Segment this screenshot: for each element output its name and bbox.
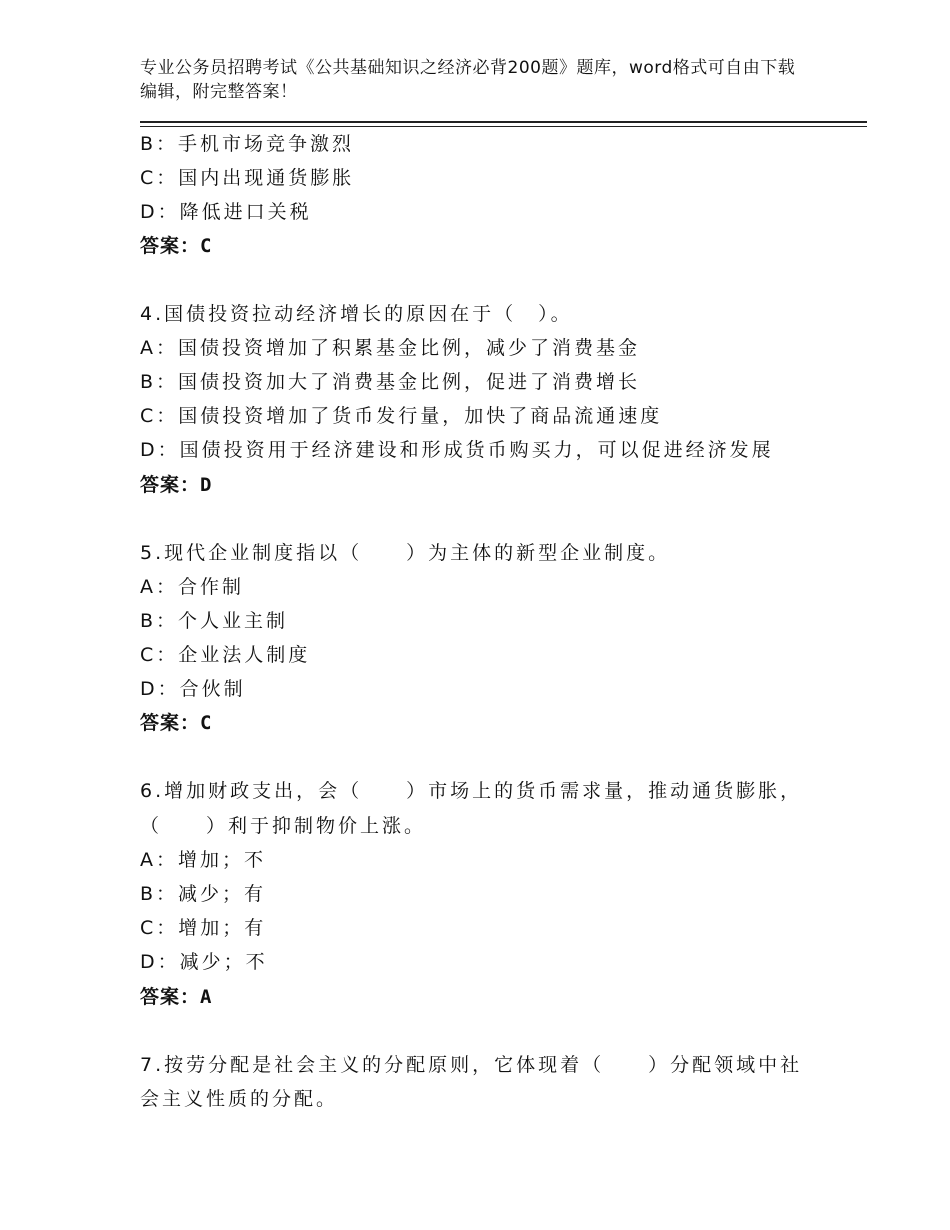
- q6-stem-line2: （ ）利于抑制物价上涨。: [140, 815, 427, 837]
- answer-value: A: [200, 986, 213, 1008]
- q4-answer: [140, 472, 212, 498]
- document-header: 专业公务员招聘考试《公共基础知识之经济必背200题》题库，word格式可自由下载编辑，附完整答案！: [140, 58, 796, 102]
- q6-answer: [140, 984, 212, 1010]
- q4-option-c: C：国债投资增加了货币发行量，加快了商品流通速度: [140, 405, 663, 427]
- answer-label: 答案：: [140, 712, 201, 734]
- q7-stem-line2: 会主义性质的分配。: [140, 1088, 339, 1110]
- answer-label: 答案：: [140, 235, 201, 257]
- q6-option-d: D：减少；不: [140, 951, 268, 973]
- q6-option-c: C：增加；有: [140, 917, 267, 939]
- q6-option-a: A：增加；不: [140, 849, 266, 871]
- q5-option-b: B：个人业主制: [140, 610, 289, 632]
- q5-option-a: A：合作制: [140, 576, 244, 598]
- q5-option-c: C：企业法人制度: [140, 644, 311, 666]
- answer-value: D: [200, 474, 213, 496]
- q6-option-b: B：减少；有: [140, 883, 267, 905]
- q3-option-c: C：国内出现通货膨胀: [140, 167, 355, 189]
- q6-stem-line1: 6.增加财政支出，会（ ）市场上的货币需求量，推动通货膨胀，: [140, 780, 803, 802]
- q5-option-d: D：合伙制: [140, 678, 246, 700]
- q4-option-a: A：国债投资增加了积累基金比例，减少了消费基金: [140, 337, 640, 359]
- header-rule-thin: [140, 126, 867, 127]
- q4-option-d: D：国债投资用于经济建设和形成货币购买力，可以促进经济发展: [140, 439, 774, 461]
- answer-label: 答案：: [140, 986, 201, 1008]
- q4-stem: 4.国债投资拉动经济增长的原因在于（ ）。: [140, 303, 573, 325]
- q3-answer: [140, 233, 212, 259]
- q5-answer: [140, 710, 212, 736]
- answer-value: C: [200, 235, 213, 257]
- q3-option-b: B：手机市场竞争激烈: [140, 133, 355, 155]
- q4-option-b: B：国债投资加大了消费基金比例，促进了消费增长: [140, 371, 641, 393]
- answer-label: 答案：: [140, 474, 201, 496]
- answer-value: C: [200, 712, 213, 734]
- q5-stem: 5.现代企业制度指以（ ）为主体的新型企业制度。: [140, 542, 671, 564]
- q7-stem-line1: 7.按劳分配是社会主义的分配原则，它体现着（ ）分配领域中社: [140, 1054, 803, 1076]
- q3-option-d: D：降低进口关税: [140, 201, 312, 223]
- header-rule-thick: [140, 121, 867, 123]
